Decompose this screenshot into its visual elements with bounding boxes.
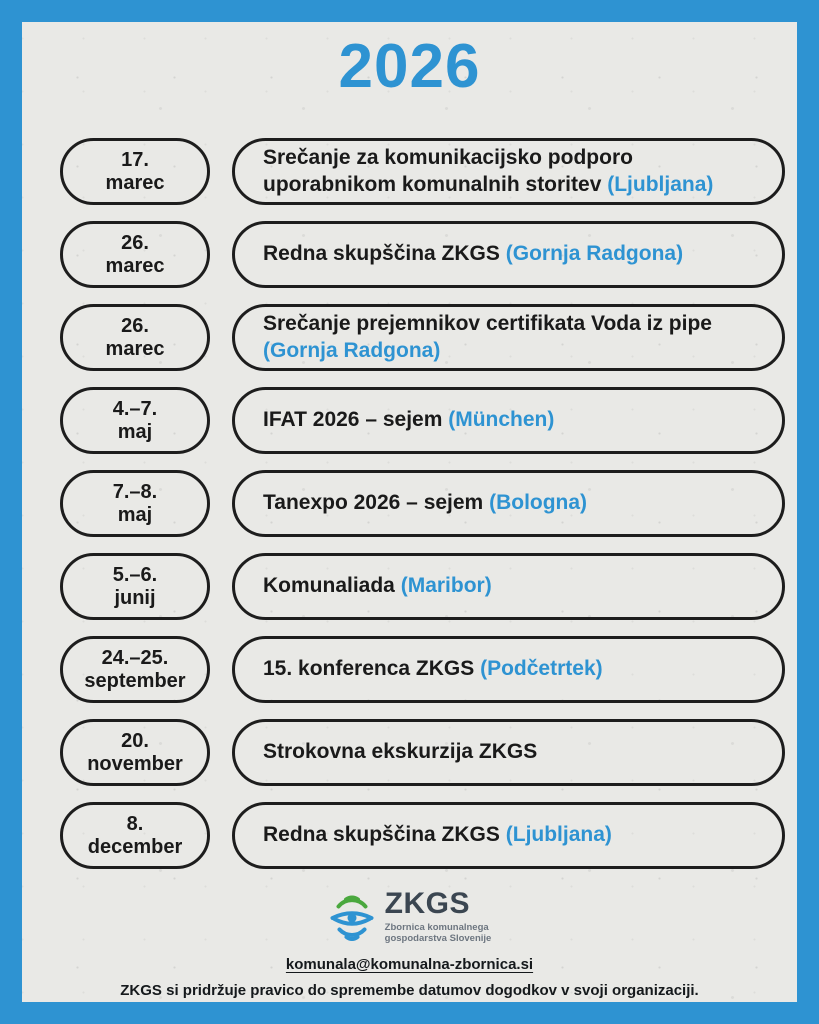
date-month: junij [114, 586, 156, 609]
event-pill [232, 138, 785, 205]
event-location: (Ljubljana) [505, 823, 612, 847]
event-title: 15. konferenca ZKGS [263, 657, 475, 681]
event-pill [232, 470, 785, 537]
event-title: Srečanje za komunikacijsko podporo uporabnikom komunalnih storitev [263, 146, 633, 196]
event-pill [232, 553, 785, 620]
event-row [60, 221, 785, 288]
event-row [60, 636, 785, 703]
date-pill [60, 387, 210, 454]
email-link[interactable]: komunala@komunalna-zbornica.si [285, 955, 534, 973]
date-day: 17. [121, 148, 149, 171]
zkgs-globe-water-icon [328, 891, 376, 943]
event-location: (Ljubljana) [607, 172, 714, 196]
event-location: (Gornja Radgona) [505, 242, 684, 266]
date-day: 24.–25. [101, 646, 169, 669]
date-month: november [87, 752, 183, 775]
event-text [263, 656, 603, 682]
event-title: IFAT 2026 – sejem [263, 408, 443, 432]
date-month: september [84, 669, 186, 692]
event-row [60, 138, 785, 205]
zkgs-logo [328, 889, 492, 945]
date-day: 20. [121, 729, 149, 752]
event-pill [232, 387, 785, 454]
event-list [22, 138, 797, 869]
date-pill [60, 221, 210, 288]
logo-text-block [385, 889, 492, 945]
date-month: marec [105, 171, 165, 194]
event-row [60, 387, 785, 454]
event-title: Srečanje prejemnikov certifikata Voda iz pipe [263, 312, 712, 336]
date-day: 26. [121, 314, 149, 337]
page-title: 2026 [338, 32, 481, 101]
event-row [60, 719, 785, 786]
date-day: 26. [121, 231, 149, 254]
event-title: Redna skupščina ZKGS [263, 242, 500, 266]
date-day: 7.–8. [112, 480, 158, 503]
event-row [60, 470, 785, 537]
event-text [263, 573, 492, 599]
event-text [263, 822, 612, 848]
date-day: 4.–7. [112, 397, 158, 420]
event-title: Redna skupščina ZKGS [263, 823, 500, 847]
date-pill [60, 719, 210, 786]
event-location: (Podčetrtek) [480, 657, 603, 681]
event-location: (München) [448, 408, 555, 432]
date-pill [60, 636, 210, 703]
date-month: marec [105, 337, 165, 360]
date-day: 5.–6. [112, 563, 158, 586]
date-month: marec [105, 254, 165, 277]
event-title: Strokovna ekskurzija ZKGS [263, 740, 538, 764]
event-pill [232, 719, 785, 786]
event-text [263, 145, 756, 198]
event-text [263, 739, 537, 765]
disclaimer-text: ZKGS si pridržuje pravico do spremembe datumov dogodkov v svoji organizaciji. [120, 981, 699, 999]
date-day: 8. [126, 812, 144, 835]
date-pill [60, 470, 210, 537]
event-location: (Maribor) [400, 574, 492, 598]
logo-subtext [385, 922, 492, 945]
event-row [60, 304, 785, 371]
date-month: maj [117, 420, 153, 443]
event-pill [232, 221, 785, 288]
event-location: (Bologna) [489, 491, 588, 515]
event-title: Komunaliada [263, 574, 395, 598]
event-text [263, 241, 683, 267]
event-text [263, 490, 587, 516]
event-pill [232, 636, 785, 703]
logo-name: ZKGS [384, 887, 471, 920]
paper-background [22, 22, 797, 1002]
event-row [60, 553, 785, 620]
event-text [263, 407, 554, 433]
logo-subtext-line2: gospodarstva Slovenije [384, 933, 492, 945]
date-pill [60, 138, 210, 205]
date-pill [60, 802, 210, 869]
date-pill [60, 553, 210, 620]
event-pill [232, 802, 785, 869]
date-month: december [87, 835, 183, 858]
date-month: maj [117, 503, 153, 526]
event-pill [232, 304, 785, 371]
event-location: (Gornja Radgona) [263, 338, 441, 362]
event-row [60, 802, 785, 869]
event-title: Tanexpo 2026 – sejem [263, 491, 484, 515]
date-pill [60, 304, 210, 371]
logo-subtext-line1: Zbornica komunalnega [384, 922, 489, 933]
event-text [263, 311, 756, 364]
footer [22, 889, 797, 999]
